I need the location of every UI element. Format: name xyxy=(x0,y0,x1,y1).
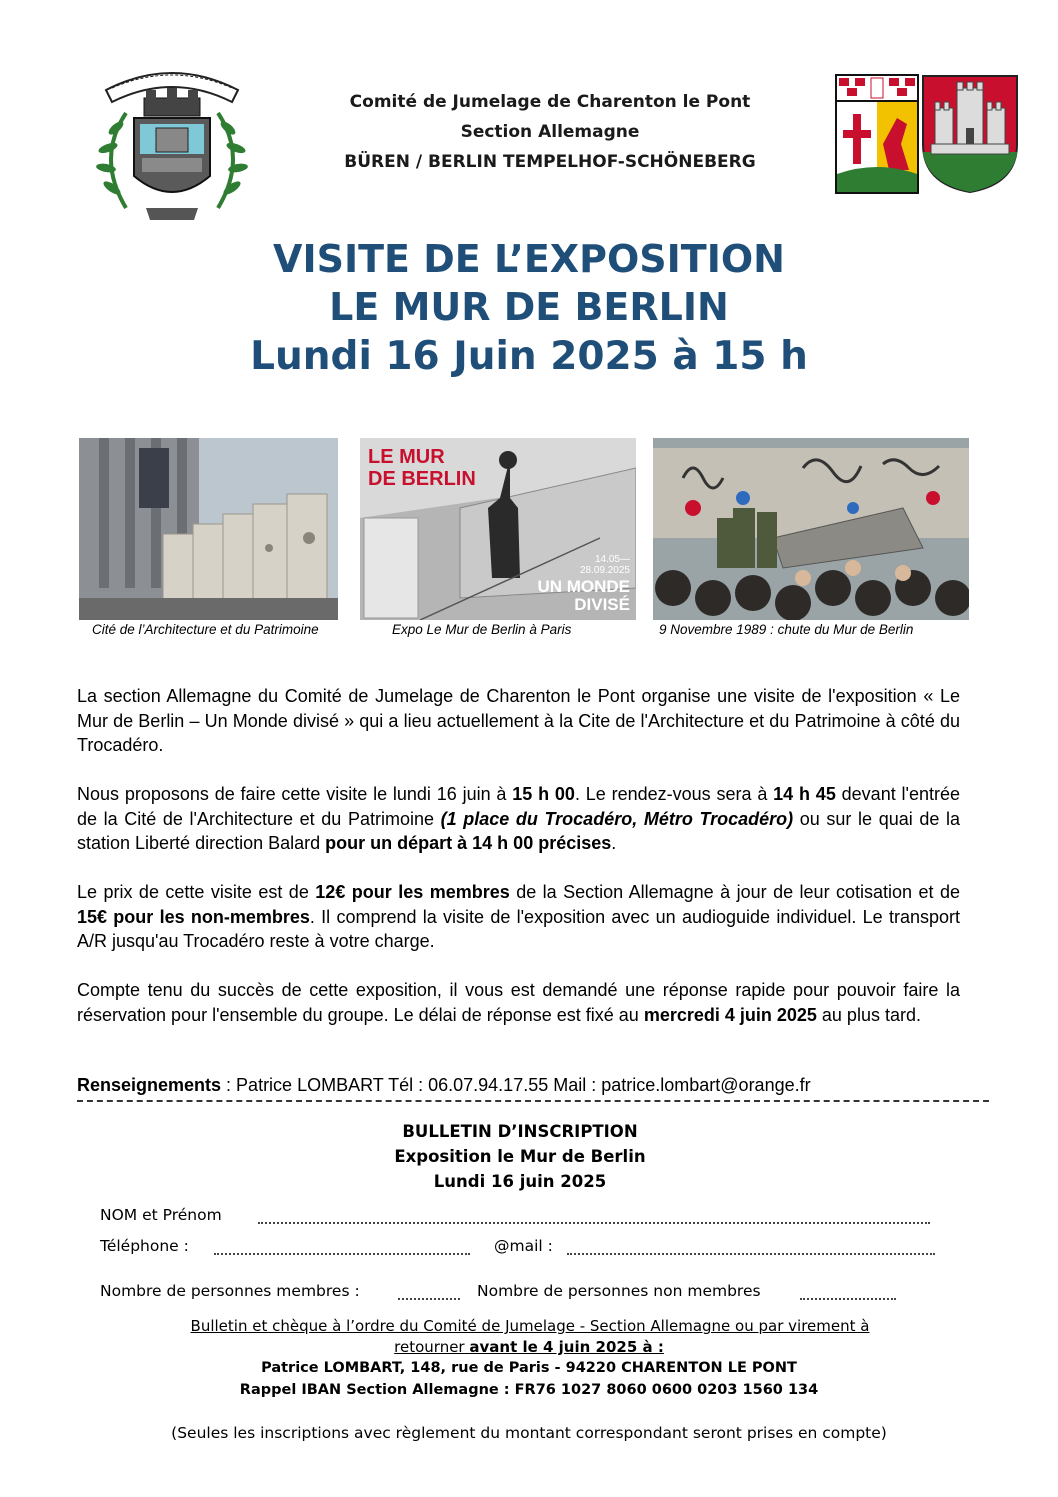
meeting-departure: pour un départ à 14 h 00 précises xyxy=(325,833,612,853)
members-count-field[interactable] xyxy=(398,1286,460,1300)
contact-info xyxy=(77,1073,960,1098)
name-field[interactable] xyxy=(258,1210,930,1224)
poster-title-line-2: DE BERLIN xyxy=(368,468,476,490)
price-non-members: 15€ pour les non-membres xyxy=(77,906,310,927)
phone-row xyxy=(100,1237,189,1255)
non-members-label: Nombre de personnes non membres xyxy=(477,1282,761,1300)
paragraph-deadline xyxy=(77,978,960,1027)
poster-dates-line-2: 28.09.2025 xyxy=(579,565,630,576)
price-text-1: Le prix de cette visite est de xyxy=(77,882,316,902)
meeting-text-2: . Le rendez-vous sera à xyxy=(574,784,774,804)
meeting-address: (1 place du Trocadéro, Métro Trocadéro) xyxy=(440,808,794,829)
price-members: 12€ pour les membres xyxy=(315,882,510,902)
header-line-2: Section Allemagne xyxy=(460,122,640,142)
price-text-2: de la Section Allemagne à jour de leur cotisation et de xyxy=(509,882,961,902)
poster-title-line-1: LE MUR xyxy=(368,446,445,468)
phone-label: Téléphone : xyxy=(100,1237,189,1255)
photo-cite-architecture xyxy=(79,438,338,620)
meeting-rendezvous-time: 14 h 45 xyxy=(773,784,836,804)
caption-photo-2: Expo Le Mur de Berlin à Paris xyxy=(392,622,572,637)
caption-photo-3: 9 Novembre 1989 : chute du Mur de Berlin xyxy=(659,622,914,637)
poster-dates-line-1: 14.05— xyxy=(594,554,630,565)
iban: Rappel IBAN Section Allemagne : FR76 1027 8060 0600 0203 1560 134 xyxy=(239,1382,819,1398)
photo-expo-poster xyxy=(360,438,636,620)
bulletin-subtitle-2: Lundi 16 juin 2025 xyxy=(433,1172,607,1191)
poster-subtitle-line-2: DIVISÉ xyxy=(574,595,630,614)
order-line-2 xyxy=(0,1338,1058,1356)
header-line-1: Comité de Jumelage de Charenton le Pont xyxy=(349,92,751,112)
bueren-crest-logo xyxy=(921,74,1019,194)
deadline-date: mercredi 4 juin 2025 xyxy=(643,1004,817,1025)
poster-subtitle-line-1: UN MONDE xyxy=(537,577,630,596)
meeting-text-1: Nous proposons de faire cette visite le lundi 16 juin à xyxy=(77,784,513,804)
poster-dates xyxy=(550,554,630,576)
bulletin-subtitle-1: Exposition le Mur de Berlin xyxy=(394,1147,646,1166)
paragraph-intro: La section Allemagne du Comité de Jumelage de Charenton le Pont organise une visite de l'exposition « Le Mur de Berlin – Un Monde divisé » qui a lieu actuellement à la Cite de l'Architecture et du Patrimoine à côté du Trocadéro. xyxy=(77,686,960,755)
email-field[interactable] xyxy=(567,1241,935,1255)
name-label: NOM et Prénom xyxy=(100,1206,222,1224)
contact-label: Renseignements xyxy=(77,1075,222,1095)
meeting-visit-time: 15 h 00 xyxy=(512,784,575,804)
header-line-3: BÜREN / BERLIN TEMPELHOF-SCHÖNEBERG xyxy=(344,152,756,172)
order-line-1: Bulletin et chèque à l’ordre du Comité de Jumelage - Section Allemagne ou par virement à xyxy=(190,1317,870,1335)
non-members-count-field[interactable] xyxy=(800,1286,896,1300)
meeting-text-5: . xyxy=(611,833,617,853)
email-row xyxy=(494,1237,553,1255)
name-row xyxy=(100,1206,222,1224)
paragraph-price xyxy=(77,880,960,954)
email-label: @mail : xyxy=(494,1237,553,1255)
cut-line-divider xyxy=(77,1100,989,1102)
deadline-text-2: au plus tard. xyxy=(816,1004,921,1025)
meeting-text-4: ou sur le quai de la station Liberté direction Balard xyxy=(77,808,961,853)
bulletin-title: BULLETIN D’INSCRIPTION xyxy=(402,1122,638,1141)
tempelhof-schoeneberg-crest-logo xyxy=(835,74,919,194)
members-label: Nombre de personnes membres : xyxy=(100,1282,360,1300)
members-row xyxy=(100,1282,360,1300)
poster-subtitle xyxy=(510,578,630,614)
title-line-3: Lundi 16 Juin 2025 à 15 h xyxy=(250,334,808,379)
order-deadline: avant le 4 juin 2025 à : xyxy=(469,1338,664,1356)
phone-field[interactable] xyxy=(214,1241,470,1255)
order-line-2-text: retourner xyxy=(394,1338,470,1356)
paragraph-meeting xyxy=(77,782,960,856)
price-text-3: . Il comprend la visite de l'exposition avec un audioguide individuel. Le transport A/R jusqu'au Trocadéro reste à votre charge. xyxy=(77,906,960,951)
poster-title xyxy=(368,446,476,490)
title-line-1: VISITE DE L’EXPOSITION xyxy=(273,237,785,281)
charenton-crest-logo xyxy=(86,58,258,226)
deadline-text-1: Compte tenu du succès de cette exposition, il vous est demandé une réponse rapide pour pouvoir faire la réservation pour l'ensemble du groupe. Le délai de réponse est fixé au xyxy=(77,980,960,1025)
photo-fall-of-wall xyxy=(653,438,969,620)
contact-details: : Patrice LOMBART Tél : 06.07.94.17.55 Mail : patrice.lombart@orange.fr xyxy=(221,1075,811,1095)
payment-note: (Seules les inscriptions avec règlement du montant correspondant seront prises en compte) xyxy=(171,1424,887,1442)
mailing-address: Patrice LOMBART, 148, rue de Paris - 94220 CHARENTON LE PONT xyxy=(261,1360,797,1376)
meeting-text-3: devant l'entrée de la Cité de l'Architecture et du Patrimoine xyxy=(77,784,960,829)
non-members-row xyxy=(477,1282,761,1300)
title-line-2: LE MUR DE BERLIN xyxy=(329,285,729,329)
caption-photo-1: Cité de l’Architecture et du Patrimoine xyxy=(92,622,319,637)
